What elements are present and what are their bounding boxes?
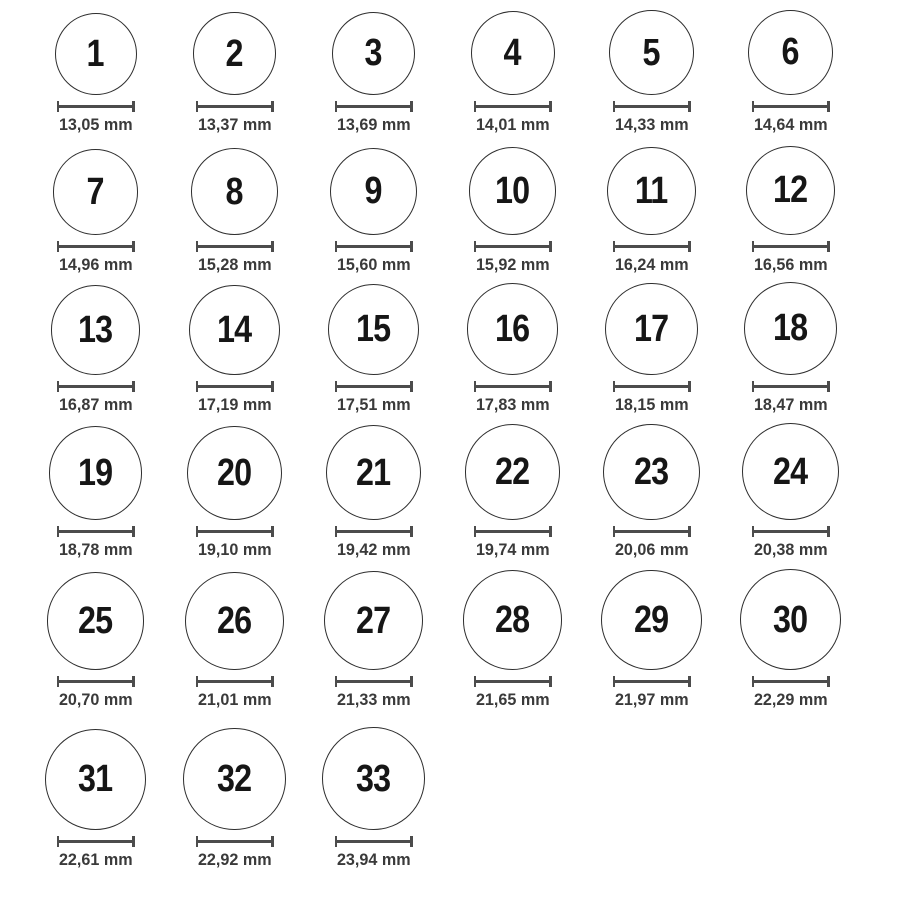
measure-right-tick-icon (827, 676, 830, 687)
measure-right-tick-icon (410, 381, 413, 392)
diameter-label: 14,64 mm (753, 115, 828, 134)
ring-size-number: 16 (495, 308, 530, 351)
diameter-measure-line (335, 526, 413, 537)
measure-right-tick-icon (271, 101, 274, 112)
diameter-label: 16,56 mm (753, 255, 828, 274)
measure-bar (198, 245, 271, 248)
measure-bar (59, 840, 132, 843)
measure-bar (59, 245, 132, 248)
measure-bar (476, 680, 549, 683)
diameter-label: 22,61 mm (58, 850, 133, 869)
ring-circle (607, 147, 696, 236)
ring-size-cell (304, 134, 443, 274)
ring-size-cell (443, 414, 582, 559)
measure-right-tick-icon (688, 241, 691, 252)
measure-right-tick-icon (410, 526, 413, 537)
measure-right-tick-icon (410, 241, 413, 252)
measure-bar (754, 105, 827, 108)
ring-size-number: 18 (773, 307, 808, 350)
diameter-label: 19,10 mm (197, 540, 272, 559)
measure-bar (615, 530, 688, 533)
measure-bar (615, 105, 688, 108)
ring-circle (328, 284, 419, 375)
ring-size-number: 33 (356, 757, 391, 800)
ring-circle (601, 570, 701, 670)
diameter-label: 13,37 mm (197, 115, 272, 134)
measure-right-tick-icon (688, 101, 691, 112)
measure-bar (754, 245, 827, 248)
ring-circle (605, 283, 697, 375)
ring-size-cell (582, 0, 721, 134)
ring-circle (326, 425, 421, 520)
measure-right-tick-icon (132, 241, 135, 252)
diameter-label: 13,05 mm (58, 115, 133, 134)
diameter-label: 18,15 mm (614, 395, 689, 414)
measure-right-tick-icon (549, 526, 552, 537)
diameter-measure-line (196, 526, 274, 537)
diameter-measure-line (613, 526, 691, 537)
diameter-label: 15,60 mm (336, 255, 411, 274)
diameter-measure-line (196, 241, 274, 252)
measure-bar (337, 530, 410, 533)
measure-bar (615, 385, 688, 388)
ring-size-number: 11 (635, 169, 668, 212)
ring-size-number: 12 (773, 169, 808, 212)
ring-circle (49, 426, 143, 520)
measure-right-tick-icon (688, 676, 691, 687)
diameter-label: 21,97 mm (614, 690, 689, 709)
diameter-measure-line (752, 101, 830, 112)
diameter-measure-line (474, 241, 552, 252)
diameter-measure-line (335, 676, 413, 687)
ring-size-cell (582, 274, 721, 414)
ring-size-number: 31 (78, 758, 113, 801)
ring-circle (469, 147, 557, 235)
diameter-measure-line (613, 381, 691, 392)
ring-circle (47, 572, 145, 670)
ring-size-cell (26, 414, 165, 559)
ring-circle (191, 148, 278, 235)
ring-size-number: 3 (364, 32, 383, 75)
diameter-label: 15,28 mm (197, 255, 272, 274)
ring-size-cell (26, 134, 165, 274)
measure-bar (615, 680, 688, 683)
ring-size-cell (304, 414, 443, 559)
diameter-measure-line (474, 676, 552, 687)
measure-right-tick-icon (271, 381, 274, 392)
diameter-measure-line (613, 676, 691, 687)
ring-circle (322, 727, 425, 830)
measure-right-tick-icon (132, 676, 135, 687)
diameter-measure-line (474, 101, 552, 112)
measure-right-tick-icon (410, 101, 413, 112)
ring-size-cell (26, 559, 165, 709)
ring-size-cell (582, 414, 721, 559)
ring-circle (185, 572, 283, 670)
ring-size-number: 27 (356, 599, 391, 642)
measure-right-tick-icon (410, 676, 413, 687)
measure-bar (337, 840, 410, 843)
diameter-measure-line (196, 381, 274, 392)
ring-circle (603, 424, 699, 520)
ring-size-number: 32 (217, 757, 252, 800)
diameter-label: 21,33 mm (336, 690, 411, 709)
ring-size-cell (443, 0, 582, 134)
ring-circle (740, 569, 841, 670)
measure-right-tick-icon (271, 836, 274, 847)
diameter-label: 17,83 mm (475, 395, 550, 414)
ring-size-number: 22 (495, 451, 530, 494)
ring-size-number: 26 (217, 599, 252, 642)
ring-size-number: 17 (634, 307, 669, 350)
measure-bar (337, 245, 410, 248)
diameter-measure-line (335, 381, 413, 392)
ring-size-number: 21 (356, 451, 391, 494)
diameter-measure-line (474, 381, 552, 392)
diameter-label: 16,24 mm (614, 255, 689, 274)
ring-size-number: 30 (773, 598, 808, 641)
diameter-label: 20,06 mm (614, 540, 689, 559)
measure-right-tick-icon (827, 101, 830, 112)
ring-circle (324, 571, 423, 670)
diameter-measure-line (335, 836, 413, 847)
ring-circle (53, 149, 139, 235)
ring-size-cell (443, 134, 582, 274)
ring-circle (187, 426, 281, 520)
ring-size-cell (165, 134, 304, 274)
ring-size-number: 4 (503, 32, 522, 74)
ring-size-cell (304, 559, 443, 709)
ring-size-cell (304, 709, 443, 869)
diameter-label: 21,01 mm (197, 690, 272, 709)
ring-size-number: 2 (225, 32, 244, 75)
diameter-label: 18,78 mm (58, 540, 133, 559)
ring-size-cell (304, 0, 443, 134)
ring-size-cell (165, 274, 304, 414)
ring-size-cell (165, 709, 304, 869)
ring-size-cell (443, 274, 582, 414)
measure-bar (337, 680, 410, 683)
ring-size-number: 13 (78, 309, 113, 352)
measure-right-tick-icon (827, 381, 830, 392)
measure-right-tick-icon (549, 241, 552, 252)
measure-bar (337, 105, 410, 108)
measure-right-tick-icon (549, 101, 552, 112)
ring-size-number: 9 (364, 170, 383, 213)
ring-circle (463, 570, 563, 670)
ring-size-number: 20 (217, 451, 252, 494)
diameter-label: 22,29 mm (753, 690, 828, 709)
ring-size-cell (165, 559, 304, 709)
diameter-label: 19,74 mm (475, 540, 550, 559)
ring-size-number: 28 (495, 599, 530, 642)
measure-bar (59, 680, 132, 683)
ring-size-cell (26, 709, 165, 869)
ring-size-number: 14 (217, 308, 252, 351)
ring-size-number: 23 (634, 450, 669, 493)
measure-right-tick-icon (827, 241, 830, 252)
diameter-measure-line (474, 526, 552, 537)
ring-size-number: 7 (86, 171, 105, 214)
measure-bar (476, 245, 549, 248)
measure-bar (476, 105, 549, 108)
measure-bar (198, 840, 271, 843)
diameter-measure-line (57, 676, 135, 687)
ring-size-cell (26, 274, 165, 414)
measure-bar (59, 385, 132, 388)
measure-right-tick-icon (132, 381, 135, 392)
ring-size-cell (165, 414, 304, 559)
ring-circle (189, 285, 280, 376)
diameter-label: 13,69 mm (336, 115, 411, 134)
ring-circle (55, 13, 137, 95)
diameter-measure-line (335, 241, 413, 252)
ring-circle (51, 285, 141, 375)
ring-size-cell (721, 559, 860, 709)
measure-bar (754, 385, 827, 388)
measure-bar (615, 245, 688, 248)
measure-right-tick-icon (132, 526, 135, 537)
diameter-label: 18,47 mm (753, 395, 828, 414)
diameter-label: 14,01 mm (475, 115, 550, 134)
diameter-label: 20,38 mm (753, 540, 828, 559)
ring-circle (609, 10, 694, 95)
diameter-measure-line (57, 241, 135, 252)
measure-bar (198, 105, 271, 108)
diameter-measure-line (752, 241, 830, 252)
ring-circle (332, 12, 415, 95)
ring-size-cell (165, 0, 304, 134)
measure-right-tick-icon (271, 676, 274, 687)
ring-size-number: 25 (78, 600, 113, 643)
diameter-label: 22,92 mm (197, 850, 272, 869)
ring-circle (465, 424, 561, 520)
ring-size-number: 10 (495, 170, 530, 213)
ring-size-number: 15 (356, 308, 391, 351)
diameter-label: 19,42 mm (336, 540, 411, 559)
diameter-measure-line (613, 101, 691, 112)
measure-right-tick-icon (549, 381, 552, 392)
ring-size-number: 8 (225, 170, 244, 213)
diameter-measure-line (335, 101, 413, 112)
diameter-label: 14,33 mm (614, 115, 689, 134)
measure-right-tick-icon (410, 836, 413, 847)
measure-bar (198, 385, 271, 388)
measure-bar (754, 680, 827, 683)
diameter-label: 23,94 mm (336, 850, 411, 869)
diameter-measure-line (752, 676, 830, 687)
ring-size-number: 19 (78, 452, 113, 495)
measure-bar (754, 530, 827, 533)
diameter-label: 21,65 mm (475, 690, 550, 709)
ring-size-cell (304, 274, 443, 414)
ring-size-cell (26, 0, 165, 134)
ring-circle (744, 282, 837, 375)
measure-right-tick-icon (827, 526, 830, 537)
measure-bar (198, 530, 271, 533)
ring-size-cell (582, 559, 721, 709)
ring-circle (330, 148, 417, 235)
diameter-label: 14,96 mm (58, 255, 133, 274)
ring-circle (748, 10, 833, 95)
diameter-label: 16,87 mm (58, 395, 133, 414)
diameter-measure-line (196, 101, 274, 112)
ring-size-cell (721, 274, 860, 414)
ring-size-cell (443, 559, 582, 709)
diameter-label: 17,19 mm (197, 395, 272, 414)
measure-right-tick-icon (271, 241, 274, 252)
diameter-measure-line (57, 526, 135, 537)
diameter-label: 20,70 mm (58, 690, 133, 709)
ring-circle (746, 146, 835, 235)
measure-right-tick-icon (688, 526, 691, 537)
diameter-measure-line (57, 101, 135, 112)
diameter-measure-line (57, 381, 135, 392)
ring-circle (183, 728, 285, 830)
diameter-measure-line (752, 381, 830, 392)
measure-bar (337, 385, 410, 388)
ring-circle (742, 423, 839, 520)
diameter-measure-line (57, 836, 135, 847)
diameter-measure-line (752, 526, 830, 537)
measure-right-tick-icon (688, 381, 691, 392)
measure-bar (59, 105, 132, 108)
ring-size-cell (721, 134, 860, 274)
measure-bar (476, 385, 549, 388)
ring-size-cell (721, 0, 860, 134)
measure-bar (59, 530, 132, 533)
diameter-label: 17,51 mm (336, 395, 411, 414)
measure-bar (198, 680, 271, 683)
measure-right-tick-icon (132, 101, 135, 112)
diameter-measure-line (196, 836, 274, 847)
ring-size-number: 29 (634, 598, 669, 641)
ring-size-number: 6 (781, 31, 800, 74)
ring-size-cell (582, 134, 721, 274)
ring-size-number: 1 (86, 33, 105, 75)
ring-circle (45, 729, 147, 831)
ring-circle (467, 283, 559, 375)
measure-right-tick-icon (132, 836, 135, 847)
diameter-label: 15,92 mm (475, 255, 550, 274)
diameter-measure-line (196, 676, 274, 687)
ring-size-cell (721, 414, 860, 559)
ring-size-number: 5 (642, 31, 661, 74)
measure-bar (476, 530, 549, 533)
ring-size-number: 24 (773, 450, 808, 493)
measure-right-tick-icon (271, 526, 274, 537)
ring-circle (193, 12, 276, 95)
diameter-measure-line (613, 241, 691, 252)
measure-right-tick-icon (549, 676, 552, 687)
ring-circle (471, 11, 555, 95)
